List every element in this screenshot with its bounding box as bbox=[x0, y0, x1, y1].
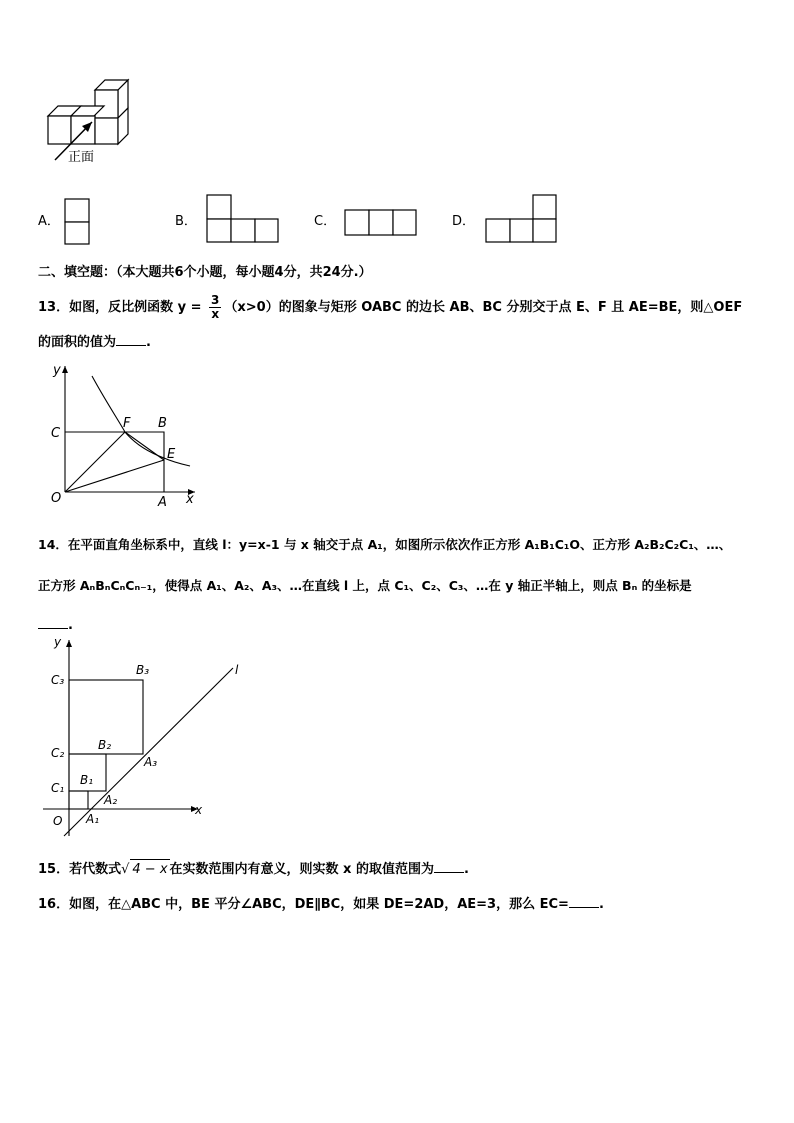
frac-denominator: x bbox=[211, 307, 220, 321]
label-a3: A₃ bbox=[144, 755, 158, 769]
label-a1: A₁ bbox=[86, 812, 100, 826]
option-c-figure[interactable] bbox=[344, 209, 424, 239]
q15-radicand: 4 − x bbox=[130, 859, 169, 880]
q13-a-label: A bbox=[158, 495, 167, 510]
q15-end: . bbox=[463, 862, 469, 877]
q13-segment-oe bbox=[65, 460, 164, 492]
label-c3: C₃ bbox=[51, 673, 65, 687]
q13-answer-blank[interactable] bbox=[116, 331, 146, 346]
option-b-figure[interactable] bbox=[206, 194, 286, 244]
q13-segment-fe bbox=[125, 432, 164, 460]
q14-line3 bbox=[38, 614, 73, 636]
q13-y-label: y bbox=[53, 363, 61, 378]
q14-o-label: O bbox=[53, 814, 63, 828]
q13-o-label: O bbox=[51, 491, 62, 506]
q13-hyperbola bbox=[92, 376, 190, 466]
q16-line bbox=[38, 893, 604, 915]
option-d-letter[interactable]: D． bbox=[452, 214, 476, 229]
front-label: 正面 bbox=[68, 150, 95, 165]
q14-answer-blank[interactable] bbox=[38, 614, 68, 629]
q14-x-label: x bbox=[195, 803, 203, 817]
option-c-letter[interactable]: C． bbox=[314, 214, 337, 229]
label-b2: B₂ bbox=[98, 738, 112, 752]
q12-cube-figure bbox=[40, 78, 180, 178]
option-a-figure[interactable] bbox=[64, 198, 94, 248]
q14-figure bbox=[38, 636, 248, 846]
q13-e-label: E bbox=[167, 447, 176, 462]
q15-prefix: 15．若代数式 bbox=[38, 862, 122, 877]
q14-l-label: l bbox=[235, 663, 239, 677]
square-1 bbox=[69, 791, 88, 809]
q13-rectangle bbox=[65, 432, 164, 492]
q13-x-label: x bbox=[186, 492, 194, 507]
q13-figure bbox=[35, 360, 205, 510]
radical-sign: √ bbox=[121, 862, 130, 877]
label-b3: B₃ bbox=[136, 663, 150, 677]
q14-line2: 正方形 AₙBₙCₙCₙ₋₁，使得点 A₁、A₂、A₃、…在直线 l 上，点 C₁、C₂、C₃、…在 y 轴正半轴上，则点 Bₙ 的坐标是 bbox=[38, 578, 692, 593]
q13-line2-text: 的面积的值为 bbox=[38, 335, 117, 350]
option-a-letter[interactable]: A． bbox=[38, 214, 60, 229]
q13-line2 bbox=[38, 331, 151, 353]
q13-c-label: C bbox=[51, 426, 61, 441]
q14-end: . bbox=[68, 618, 73, 633]
q16-answer-blank[interactable] bbox=[569, 893, 599, 908]
q13-f-label: F bbox=[123, 416, 131, 431]
q15-line bbox=[38, 858, 469, 880]
q16-end: . bbox=[598, 897, 604, 912]
q14-line-l bbox=[64, 668, 233, 836]
q14-line1: 14．在平面直角坐标系中，直线 l：y=x-1 与 x 轴交于点 A₁，如图所示依次作正方形 A₁B₁C₁O、正方形 A₂B₂C₂C₁、…、 bbox=[38, 537, 732, 552]
q15-suffix: 在实数范围内有意义，则实数 x 的取值范围为 bbox=[169, 862, 434, 877]
q13-line1 bbox=[38, 294, 742, 321]
option-d-figure[interactable] bbox=[485, 194, 565, 244]
q13-end: . bbox=[146, 335, 151, 350]
option-b-letter[interactable]: B． bbox=[175, 214, 197, 229]
q15-answer-blank[interactable] bbox=[434, 858, 464, 873]
q13-b-label: B bbox=[158, 416, 167, 431]
q13-segment-of bbox=[65, 432, 125, 492]
label-a2: A₂ bbox=[104, 793, 118, 807]
label-b1: B₁ bbox=[80, 773, 94, 787]
label-c1: C₁ bbox=[51, 781, 65, 795]
q14-y-label: y bbox=[54, 635, 62, 649]
q13-suffix: （x>0）的图象与矩形 OABC 的边长 AB、BC 分别交于点 E、F 且 AE=BE，则△OEF bbox=[224, 300, 743, 315]
q13-fraction bbox=[209, 294, 221, 321]
q13-prefix: 13．如图，反比例函数 y = bbox=[38, 300, 207, 315]
q16-text: 16．如图，在△ABC 中，BE 平分∠ABC，DE∥BC，如果 DE=2AD，AE=3，那么 EC= bbox=[38, 897, 569, 912]
section-title: 二、填空题：（本大题共6个小题，每小题4分，共24分.） bbox=[38, 265, 372, 280]
label-c2: C₂ bbox=[51, 746, 65, 760]
frac-numerator: 3 bbox=[211, 293, 220, 307]
